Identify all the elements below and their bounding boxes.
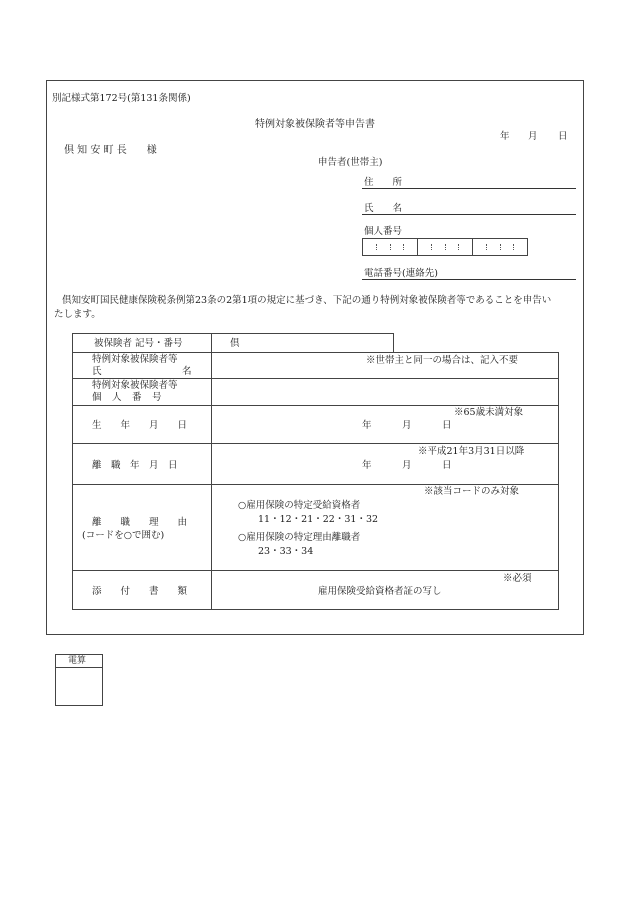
name-label: 氏 名 [364, 203, 403, 214]
row-divider [72, 484, 559, 485]
address-field[interactable] [362, 188, 576, 189]
id-digit-tick [486, 244, 487, 250]
leave-day-label: 日 [442, 460, 452, 471]
leave-month-label: 月 [402, 460, 412, 471]
target-id-label-kojin: 個 人 番 号 [92, 392, 163, 403]
row-divider [72, 405, 559, 406]
id-digit-tick [403, 244, 404, 250]
addressee: 倶 知 安 町 長 様 [64, 145, 157, 156]
reason-codes-2[interactable]: 23・33・34 [258, 546, 314, 557]
target-name-field[interactable] [214, 366, 556, 377]
birth-label: 生 年 月 日 [92, 420, 188, 431]
id-box-divider [417, 239, 418, 255]
birth-month-label: 月 [402, 420, 412, 431]
attach-note: ※必須 [503, 573, 532, 584]
insured-value[interactable]: 倶 [230, 338, 240, 349]
form-number: 別記様式第172号(第131条関係) [52, 93, 191, 104]
target-id-field[interactable] [214, 381, 556, 403]
name-field[interactable] [362, 214, 576, 215]
declaration-line1: 倶知安町国民健康保険税条例第23条の2第1項の規定に基づき、下記の通り特例対象被保険者等であることを申告い [62, 295, 552, 306]
id-number-box[interactable] [362, 238, 528, 256]
id-digit-tick [390, 244, 391, 250]
densan-label: 電算 [68, 656, 87, 666]
target-name-label-shi: 氏 [92, 366, 102, 377]
reason-note: ※該当コードのみ対象 [424, 486, 520, 497]
birth-note: ※65歳未満対象 [454, 407, 524, 418]
attach-label: 添 付 書 類 [92, 586, 188, 597]
densan-divider [55, 667, 103, 668]
row-divider [72, 378, 559, 379]
birth-year-label: 年 [362, 420, 372, 431]
birth-day-label: 日 [442, 420, 452, 431]
date-year-label: 年 [500, 131, 510, 142]
id-digit-tick [458, 244, 459, 250]
id-digit-tick [513, 244, 514, 250]
reason-codes-1[interactable]: 11・12・21・22・31・32 [258, 514, 379, 525]
target-name-label: 特例対象被保険者等 [92, 354, 178, 365]
insured-label: 被保険者 記号・番号 [94, 338, 183, 349]
attach-value: 雇用保険受給資格者証の写し [318, 586, 442, 597]
row-divider [72, 570, 559, 571]
reason-label-sub: (コードを○で囲む) [82, 530, 165, 541]
page-title: 特例対象被保険者等申告書 [255, 119, 375, 130]
address-label: 住 所 [364, 177, 403, 188]
id-box-divider [472, 239, 473, 255]
leave-year-label: 年 [362, 460, 372, 471]
target-name-note: ※世帯主と同一の場合は、記入不要 [366, 355, 519, 366]
reason-label: 離 職 理 由 [92, 517, 188, 528]
target-name-label-mei: 名 [182, 366, 192, 377]
date-day-label: 日 [558, 131, 568, 142]
target-id-label: 特例対象被保険者等 [92, 380, 178, 391]
leave-label: 離 職 年 月 日 [92, 460, 178, 471]
id-label: 個人番号 [364, 226, 403, 237]
declaration-line2: たします。 [54, 309, 101, 320]
id-digit-tick [500, 244, 501, 250]
date-month-label: 月 [528, 131, 538, 142]
id-digit-tick [376, 244, 377, 250]
id-digit-tick [431, 244, 432, 250]
leave-note: ※平成21年3月31日以降 [418, 446, 525, 457]
row-divider [72, 443, 559, 444]
phone-field[interactable] [362, 279, 576, 280]
id-digit-tick [445, 244, 446, 250]
reason-option-2[interactable]: ○雇用保険の特定理由離職者 [238, 532, 361, 543]
reason-option-1[interactable]: ○雇用保険の特定受給資格者 [238, 500, 361, 511]
applicant-heading: 申告者(世帯主) [318, 157, 383, 168]
phone-label: 電話番号(連絡先) [364, 268, 438, 279]
